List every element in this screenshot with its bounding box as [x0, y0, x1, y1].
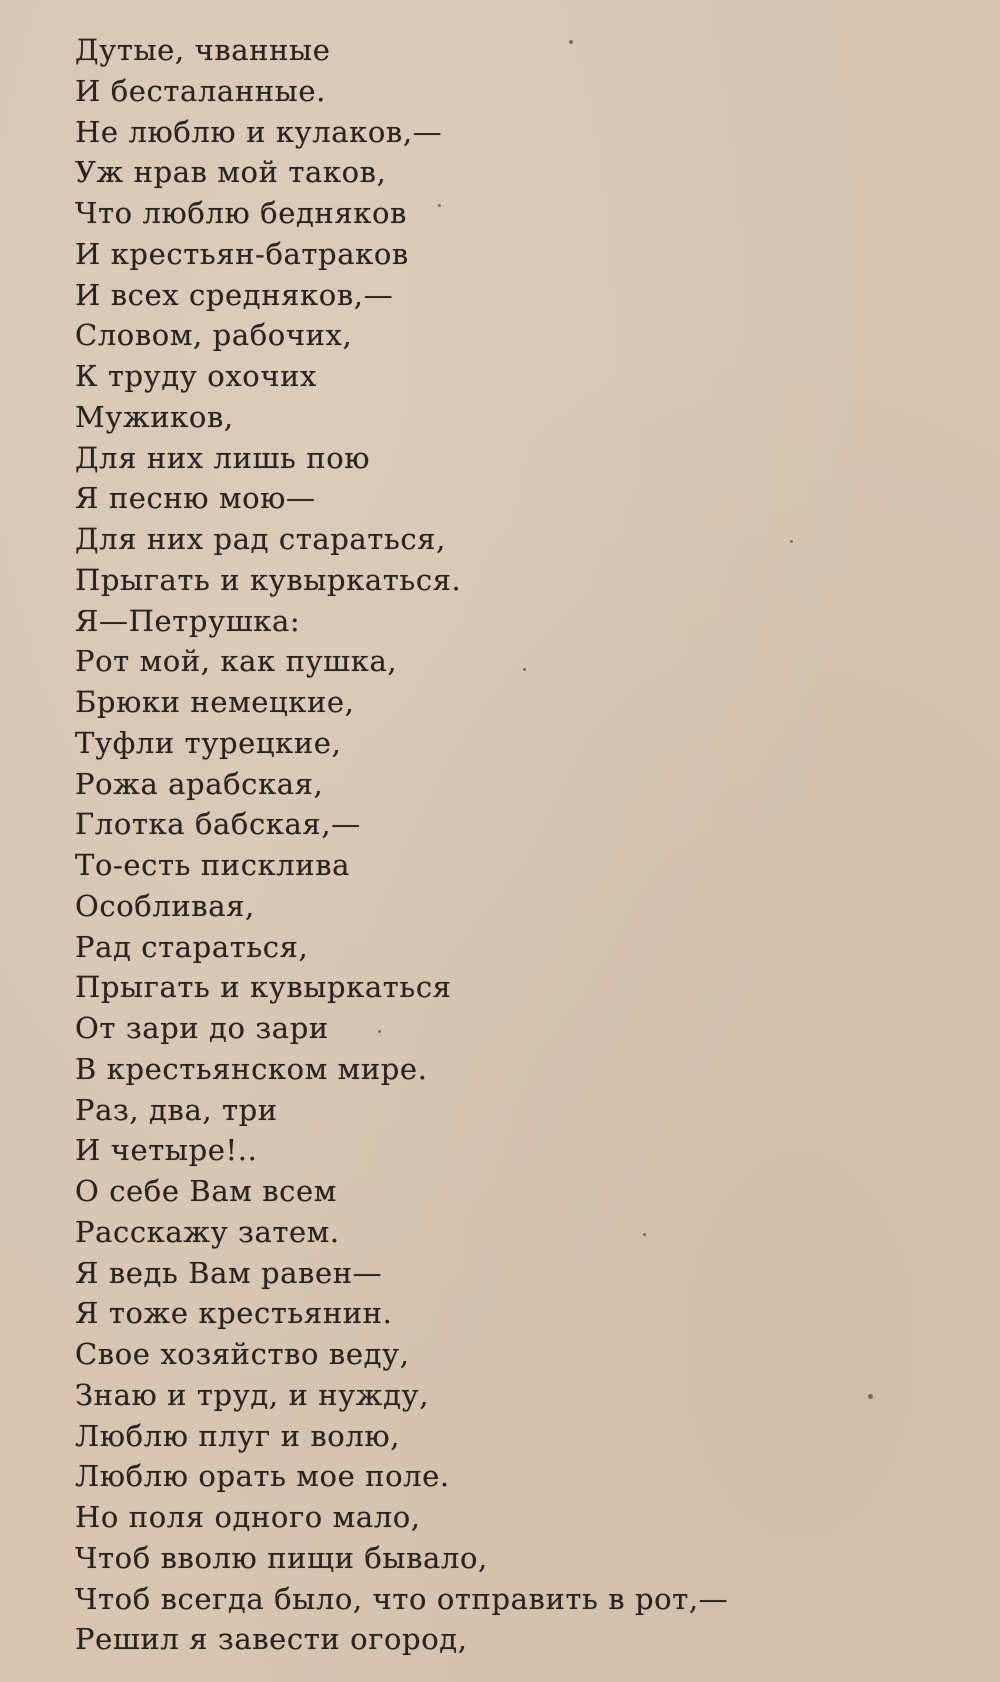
paper-speck — [643, 1233, 646, 1236]
poem-line: Брюки немецкие, — [75, 685, 355, 719]
poem-line: Что люблю бедняков — [75, 196, 407, 230]
poem-line: Чтоб вволю пищи бывало, — [75, 1540, 488, 1575]
poem-line: Люблю орать мое поле. — [75, 1459, 450, 1494]
poem-line: Глотка бабская,— — [75, 807, 361, 842]
poem-line: И четыре!.. — [75, 1133, 258, 1168]
paper-speck — [378, 1030, 381, 1033]
poem-line: О себе Вам всем — [75, 1174, 337, 1208]
poem-line: Я песню мою— — [75, 481, 316, 516]
poem-line: И всех средняков,— — [75, 277, 394, 312]
poem-line: Чтоб всегда было, что отправить в рот,— — [75, 1581, 729, 1616]
paper-speck — [523, 668, 526, 671]
poem-line: То-есть писклива — [75, 848, 351, 882]
poem-line: Уж нрав мой таков, — [75, 155, 387, 190]
poem-line: Знаю и труд, и нужду, — [75, 1377, 430, 1412]
poem-line: Для них лишь пою — [75, 440, 371, 475]
poem-line: Я тоже крестьянин. — [75, 1296, 393, 1331]
paper-speck — [438, 204, 441, 207]
poem-line: Дутые, чванные — [75, 33, 331, 67]
poem-line: Особливая, — [75, 888, 255, 923]
poem-line: И крестьян-батраков — [75, 236, 409, 271]
poem-line: Прыгать и кувыркаться — [75, 970, 452, 1005]
poem-line: Мужиков, — [75, 399, 234, 434]
poem-line: Словом, рабочих, — [75, 318, 353, 353]
poem-line: Рад стараться, — [75, 929, 309, 964]
paper-speck — [569, 40, 573, 44]
poem-line: Но поля одного мало, — [75, 1500, 421, 1534]
poem-line: Прыгать и кувыркаться. — [75, 562, 462, 597]
poem-line: Туфли турецкие, — [75, 725, 342, 760]
poem-line: Свое хозяйство веду, — [75, 1337, 410, 1371]
poem-line: Решил я завести огород, — [75, 1622, 468, 1657]
poem-line: Рот мой, как пушка, — [75, 644, 398, 679]
poem-line: В крестьянском мире. — [75, 1051, 428, 1086]
poem-line: Я ведь Вам равен— — [75, 1255, 383, 1290]
poem-line: Раз, два, три — [75, 1092, 278, 1127]
poem-line: От зари до зари — [75, 1011, 329, 1045]
poem-line: Не люблю и кулаков,— — [75, 114, 443, 149]
paper-speck — [868, 1394, 873, 1399]
poem-line: К труду охочих — [75, 359, 317, 393]
poem-line: Я—Петрушка: — [75, 603, 301, 638]
poem-text — [75, 30, 975, 1660]
poem-line: Люблю плуг и волю, — [75, 1418, 401, 1453]
poem-line: Для них рад стараться, — [75, 522, 446, 556]
poem-line: Расскажу затем. — [75, 1214, 340, 1249]
poem-line: Рожа арабская, — [75, 766, 324, 801]
poem-line: И бесталанные. — [75, 73, 326, 108]
paper-speck — [790, 540, 793, 543]
